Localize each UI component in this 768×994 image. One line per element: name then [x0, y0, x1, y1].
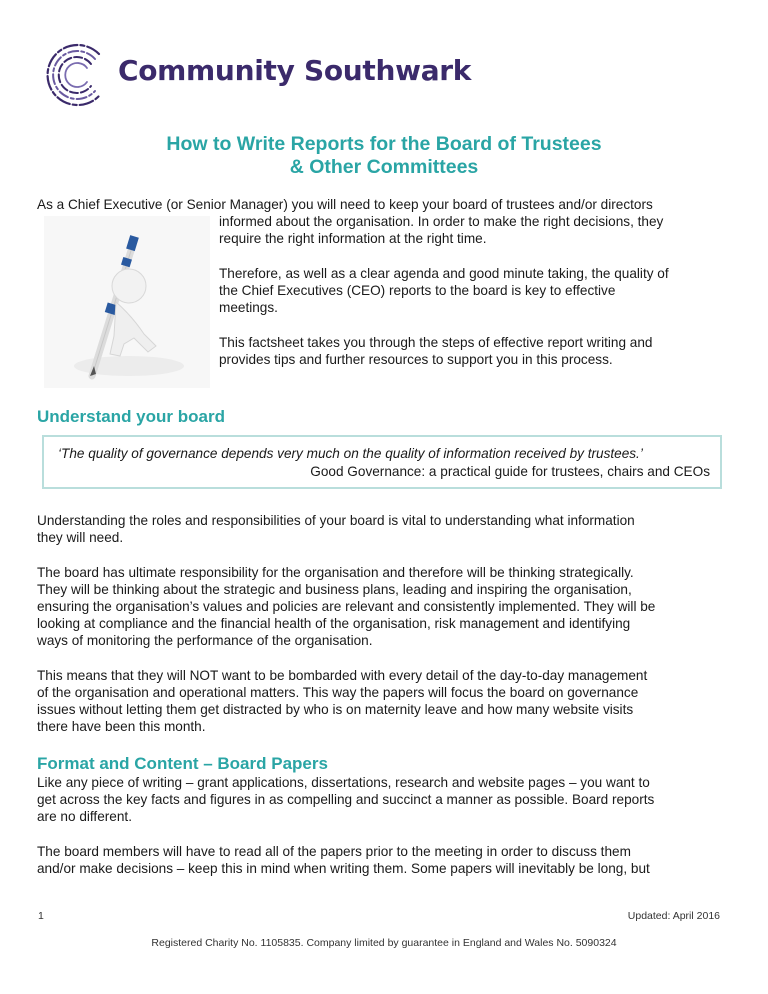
intro-para3-line-2: provides tips and further resources to support you in this process. — [219, 352, 613, 367]
page-number: 1 — [38, 910, 44, 922]
s1-para3-line-2: of the organisation and operational matters. This way the papers will focus the board on governance — [37, 685, 639, 700]
updated-date: Updated: April 2016 — [627, 910, 720, 922]
page-title — [0, 133, 768, 179]
s1-para2-line-1: The board has ultimate responsibility for the organisation and therefore will be thinking strategically. — [37, 565, 634, 580]
logo-text: Community Southwark — [118, 54, 472, 87]
s2-para1-line-2: get across the key facts and figures in as compelling and succinct a manner as possible. Board reports — [37, 792, 655, 807]
section-heading-format-content: Format and Content – Board Papers — [37, 754, 328, 773]
intro-para2-line-3: meetings. — [219, 300, 278, 315]
intro-line-3: require the right information at the right time. — [219, 231, 487, 246]
figure-with-pen-icon — [44, 216, 210, 388]
quote-text: ‘The quality of governance depends very much on the quality of information received by trustees.’ — [58, 446, 643, 461]
s1-para3-line-1: This means that they will NOT want to be bombarded with every detail of the day-to-day management — [37, 668, 648, 683]
s1-para1-line-1: Understanding the roles and responsibilities of your board is vital to understanding what information — [37, 513, 635, 528]
title-line-2: & Other Committees — [289, 156, 479, 178]
s1-para2-line-5: ways of monitoring the performance of the organisation. — [37, 633, 373, 648]
s1-para1-line-2: they will need. — [37, 530, 124, 545]
intro-para3-line-1: This factsheet takes you through the steps of effective report writing and — [219, 335, 653, 350]
quote-box — [42, 435, 722, 489]
s1-para3-line-4: there have been this month. — [37, 719, 206, 734]
s2-para2-line-1: The board members will have to read all of the papers prior to the meeting in order to discuss them — [37, 844, 631, 859]
community-southwark-logo — [44, 40, 472, 110]
logo-c-icon — [44, 40, 114, 110]
intro-line-2: informed about the organisation. In order to make the right decisions, they — [219, 214, 664, 229]
quote-source: Good Governance: a practical guide for trustees, chairs and CEOs — [310, 464, 710, 479]
intro-line-1: As a Chief Executive (or Senior Manager) you will need to keep your board of trustees and/or directors — [37, 197, 653, 212]
s2-para1-line-3: are no different. — [37, 809, 132, 824]
s2-para2-line-2: and/or make decisions – keep this in mind when writing them. Some papers will inevitably be long, but — [37, 861, 650, 876]
s2-para1-line-1: Like any piece of writing – grant applications, dissertations, research and website pages – you want to — [37, 775, 650, 790]
s1-para3-line-3: issues without letting them get distracted by who is on maternity leave and how many website visits — [37, 702, 634, 717]
s1-para2-line-2: They will be thinking about the strategic and business plans, leading and inspiring the organisation, — [37, 582, 632, 597]
s1-para2-line-4: looking at compliance and the financial health of the organisation, risk management and identifying — [37, 616, 631, 631]
intro-para2-line-1: Therefore, as well as a clear agenda and good minute taking, the quality of — [219, 266, 669, 281]
intro-para2-line-2: the Chief Executives (CEO) reports to the board is key to effective — [219, 283, 616, 298]
illustration-figure-with-pen — [44, 216, 210, 388]
section-heading-understand-board: Understand your board — [37, 407, 225, 426]
registration-info: Registered Charity No. 1105835. Company limited by guarantee in England and Wales No. 5090324 — [151, 937, 617, 949]
title-line-1: How to Write Reports for the Board of Trustees — [166, 133, 602, 155]
s1-para2-line-3: ensuring the organisation’s values and policies are relevant and consistently implemented. They will be — [37, 599, 656, 614]
